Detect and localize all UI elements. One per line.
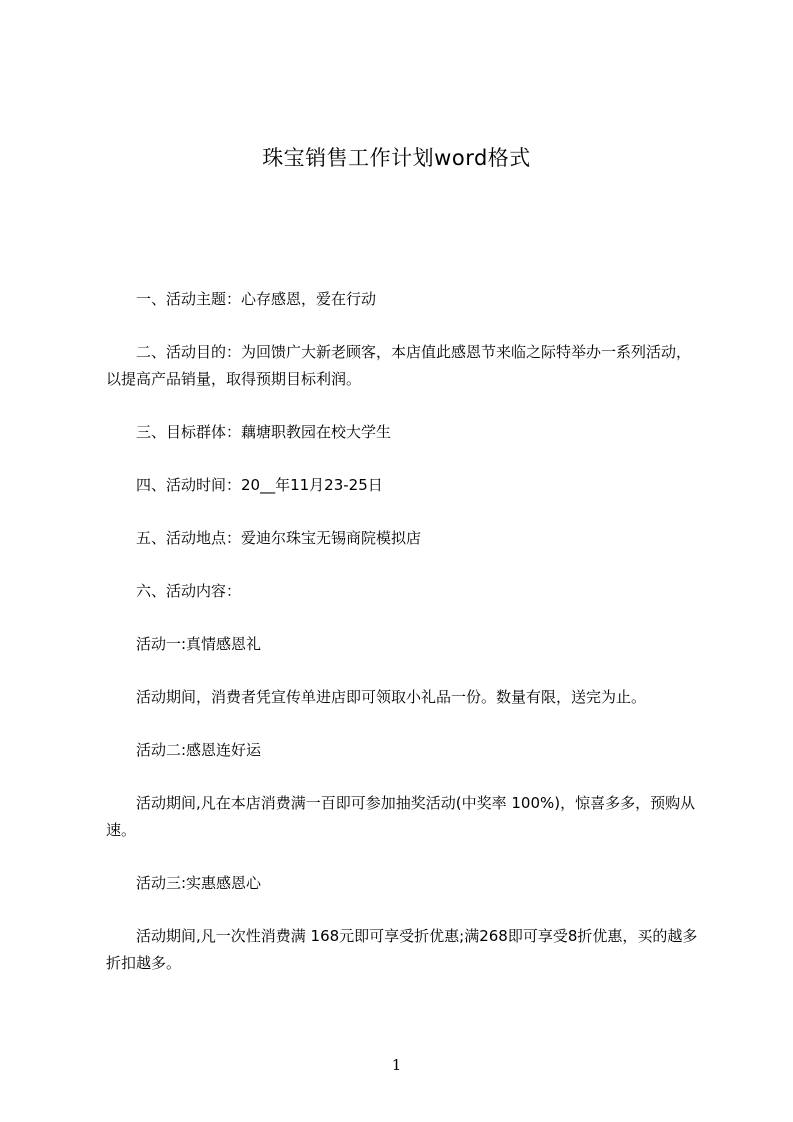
- paragraph-activity-three-title: 活动三:实惠感恩心: [136, 874, 262, 892]
- paragraph-activity-time: 四、活动时间：20__年11月23-25日: [136, 476, 383, 494]
- page-number: 1: [391, 1056, 402, 1074]
- document-title: 珠宝销售工作计划word格式: [262, 146, 531, 170]
- paragraph-activity-three-detail: 活动期间,凡一次性消费满 168元即可享受折优惠;满268即可享受8折优惠，买的越多折扣越多。: [106, 927, 698, 972]
- paragraph-activity-purpose: 二、活动目的：为回馈广大新老顾客，本店值此感恩节来临之际特举办一系列活动，以提高产品销量，取得预期目标利润。: [106, 343, 692, 388]
- document-body: [106, 286, 698, 977]
- paragraph-activity-one-detail: 活动期间，消费者凭宣传单进店即可领取小礼品一份。数量有限，送完为止。: [136, 688, 647, 706]
- paragraph-activity-two-detail: 活动期间,凡在本店消费满一百即可参加抽奖活动(中奖率 100%)，惊喜多多，预购从速。: [106, 794, 696, 839]
- paragraph-activity-one-title: 活动一:真情感恩礼: [136, 635, 262, 653]
- paragraph-activity-theme: 一、活动主题：心存感恩，爱在行动: [136, 290, 377, 308]
- paragraph-activity-content: 六、活动内容：: [136, 582, 242, 600]
- paragraph-activity-two-title: 活动二:感恩连好运: [136, 741, 262, 759]
- paragraph-activity-location: 五、活动地点：爱迪尔珠宝无锡商院模拟店: [136, 529, 422, 547]
- paragraph-target-group: 三、目标群体：藕塘职教园在校大学生: [136, 423, 392, 441]
